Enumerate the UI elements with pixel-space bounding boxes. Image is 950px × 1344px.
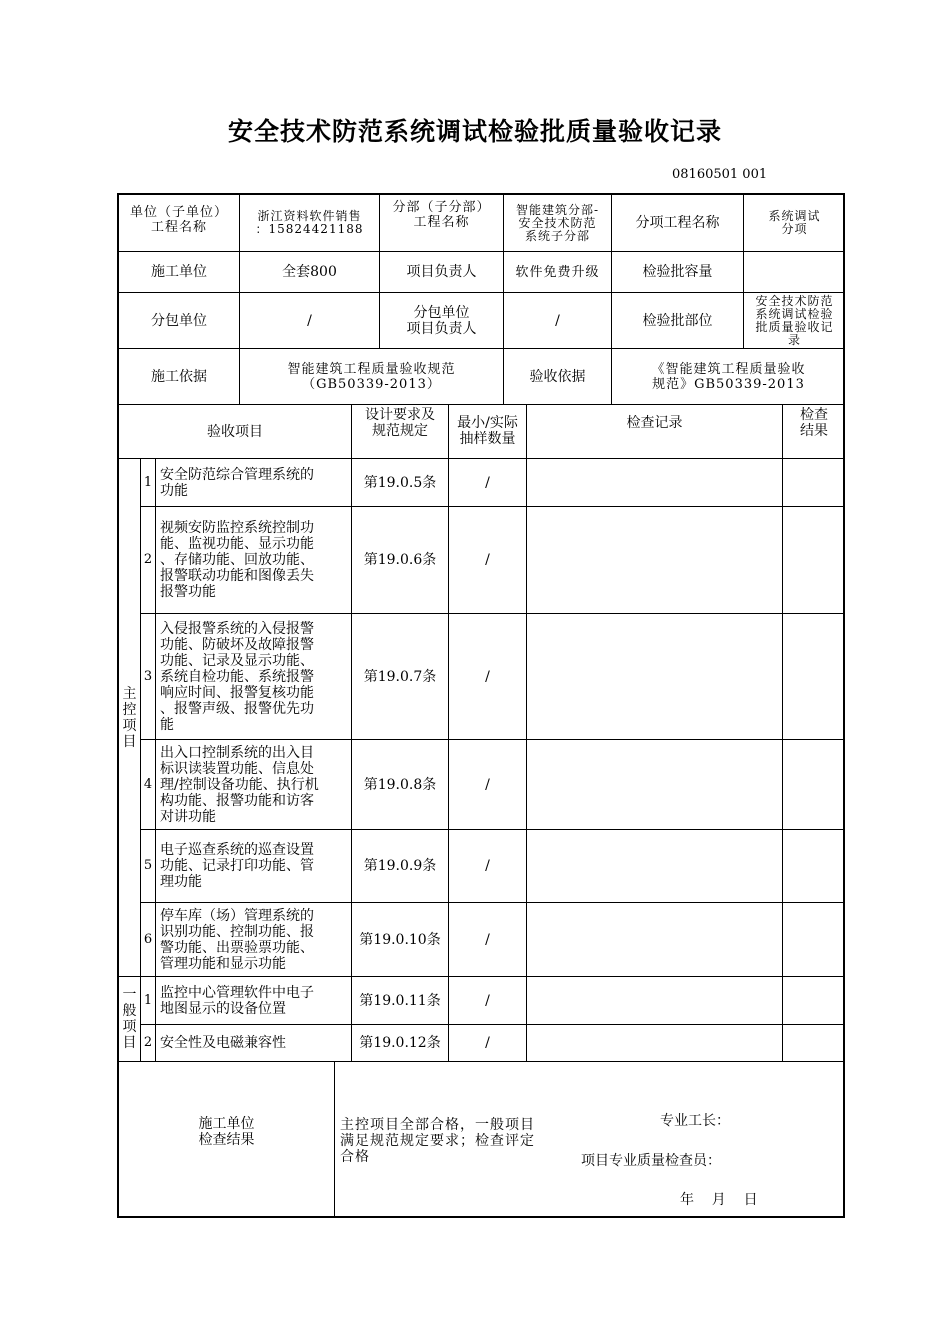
subcontractor-value: /: [240, 293, 380, 349]
constructor-value: 全套800: [240, 252, 380, 293]
main-control-items-group: 主控项目: [119, 459, 141, 977]
item-number: 4: [141, 740, 156, 830]
project-manager-label: 项目负责人: [380, 252, 504, 293]
column-header-item: 验收项目: [119, 405, 352, 459]
subcontractor-pm-label: 分包单位 项目负责人: [380, 293, 504, 349]
foreman-signature-label: 专业工长：: [660, 1113, 730, 1129]
item-sample: /: [449, 977, 527, 1025]
constructor-label: 施工单位: [119, 252, 240, 293]
item-record: [527, 977, 783, 1025]
item-clause: 第19.0.10条: [352, 903, 449, 977]
item-clause: 第19.0.8条: [352, 740, 449, 830]
item-description: 监控中心管理软件中电子 地图显示的设备位置: [156, 977, 352, 1025]
item-number: 6: [141, 903, 156, 977]
column-header-inspection-record: 检查记录: [527, 405, 783, 459]
item-number: 5: [141, 830, 156, 903]
item-result: [783, 830, 845, 903]
item-sample: /: [449, 507, 527, 614]
batch-capacity-value: [744, 252, 845, 293]
item-record: [527, 903, 783, 977]
acceptance-basis-label: 验收依据: [504, 349, 612, 405]
item-record: [527, 507, 783, 614]
item-record: [527, 830, 783, 903]
item-project-label: 分项工程名称: [612, 195, 744, 252]
document-number: 08160501 001: [672, 167, 768, 182]
item-description: 停车库（场）管理系统的 识别功能、控制功能、报 警功能、出票验票功能、 管理功能和显示功能: [156, 903, 352, 977]
item-record: [527, 459, 783, 507]
item-sample: /: [449, 459, 527, 507]
item-number: 2: [141, 1025, 156, 1062]
item-record: [527, 740, 783, 830]
item-description: 电子巡查系统的巡查设置 功能、记录打印功能、管 理功能: [156, 830, 352, 903]
column-header-inspection-result: 检查 结果: [783, 405, 845, 459]
column-header-sample-count: 最小/实际 抽样数量: [449, 405, 527, 459]
item-number: 2: [141, 507, 156, 614]
acceptance-record-table: [117, 193, 845, 1218]
inspection-result-area: [335, 1062, 845, 1218]
item-clause: 第19.0.11条: [352, 977, 449, 1025]
item-result: [783, 1025, 845, 1062]
item-description: 视频安防监控系统控制功 能、监视功能、显示功能 、存储功能、回放功能、 报警联动功能和图像丢失 报警功能: [156, 507, 352, 614]
general-items-group: 一般项目: [119, 977, 141, 1062]
item-clause: 第19.0.12条: [352, 1025, 449, 1062]
batch-location-value: 安全技术防范 系统调试检验 批质量验收记 录: [744, 293, 845, 349]
item-description: 出入口控制系统的出入目 标识读装置功能、信息处 理/控制设备功能、执行机 构功能、报警功能和访客 对讲功能: [156, 740, 352, 830]
item-result: [783, 903, 845, 977]
item-sample: /: [449, 1025, 527, 1062]
item-description: 安全性及电磁兼容性: [156, 1025, 352, 1062]
item-description: 入侵报警系统的入侵报警 功能、防破坏及故障报警 功能、记录及显示功能、 系统自检功能、系统报警 响应时间、报警复核功能 、报警声级、报警优先功 能: [156, 614, 352, 740]
item-clause: 第19.0.6条: [352, 507, 449, 614]
item-record: [527, 614, 783, 740]
item-result: [783, 977, 845, 1025]
item-result: [783, 614, 845, 740]
item-result: [783, 507, 845, 614]
item-result: [783, 459, 845, 507]
item-result: [783, 740, 845, 830]
page-title: 安全技术防范系统调试检验批质量验收记录: [227, 117, 722, 146]
item-clause: 第19.0.7条: [352, 614, 449, 740]
subcontractor-pm-value: /: [504, 293, 612, 349]
signature-date: 年 月 日: [680, 1192, 758, 1208]
construction-basis-label: 施工依据: [119, 349, 240, 405]
item-sample: /: [449, 740, 527, 830]
unit-name-label: 单位（子单位） 工程名称: [119, 195, 240, 252]
item-record: [527, 1025, 783, 1062]
subcontractor-label: 分包单位: [119, 293, 240, 349]
item-sample: /: [449, 903, 527, 977]
batch-capacity-label: 检验批容量: [612, 252, 744, 293]
column-header-design-requirement: 设计要求及 规范规定: [352, 405, 449, 459]
item-sample: /: [449, 614, 527, 740]
subdivision-value: 智能建筑分部- 安全技术防范 系统子分部: [504, 195, 612, 252]
item-description: 安全防范综合管理系统的 功能: [156, 459, 352, 507]
project-manager-value: 软件免费升级: [504, 252, 612, 293]
quality-inspector-signature-label: 项目专业质量检查员：: [581, 1153, 721, 1169]
item-project-value: 系统调试 分项: [744, 195, 845, 252]
item-clause: 第19.0.9条: [352, 830, 449, 903]
item-number: 3: [141, 614, 156, 740]
item-number: 1: [141, 977, 156, 1025]
batch-location-label: 检验批部位: [612, 293, 744, 349]
item-number: 1: [141, 459, 156, 507]
item-sample: /: [449, 830, 527, 903]
construction-basis-value: 智能建筑工程质量验收规范 （GB50339-2013）: [240, 349, 504, 405]
acceptance-basis-value: 《智能建筑工程质量验收 规范》GB50339-2013: [612, 349, 845, 405]
inspection-result-label: 施工单位 检查结果: [119, 1062, 335, 1218]
subdivision-label: 分部（子分部） 工程名称: [380, 195, 504, 252]
unit-name-value: 浙江资料软件销售 ：15824421188: [240, 195, 380, 252]
inspection-conclusion: 主控项目全部合格，一般项目 满足规范规定要求；检查评定 合格: [340, 1117, 535, 1165]
item-clause: 第19.0.5条: [352, 459, 449, 507]
